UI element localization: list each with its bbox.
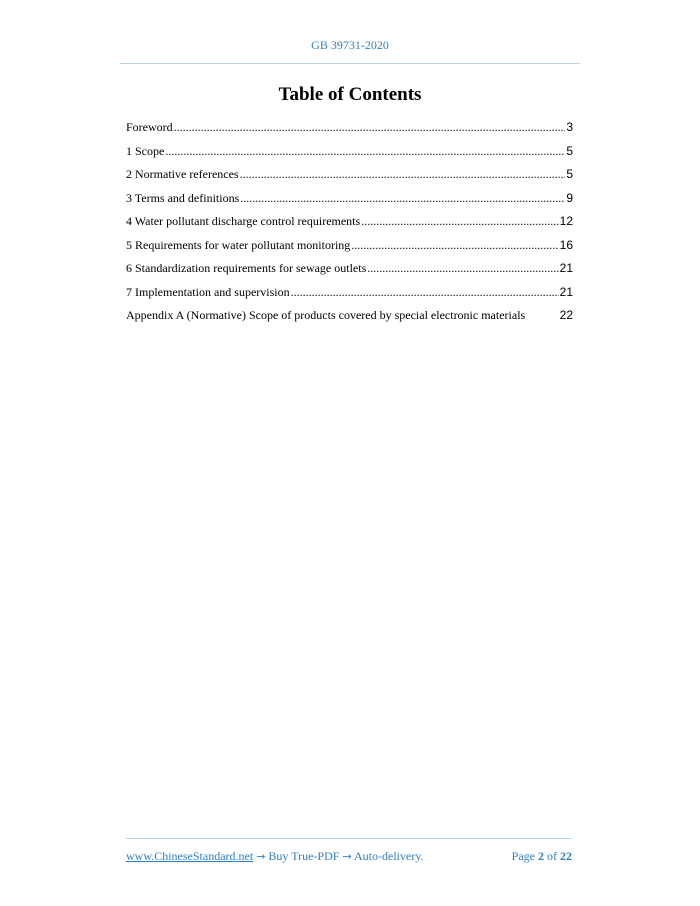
toc-entry-page: 5 [566,167,573,181]
toc-entry-label: Appendix A (Normative) Scope of products covered by special electronic materials [126,308,526,322]
toc-entry-label: 6 Standardization requirements for sewage outlets [126,261,367,275]
toc-entry-discharge-control[interactable] [126,211,573,235]
toc-entry-label: 5 Requirements for water pollutant monitoring [126,237,351,252]
page-indicator [512,849,572,864]
toc-entry-terms-definitions[interactable] [126,188,573,212]
toc-entry-monitoring[interactable] [126,235,573,259]
document-header [0,38,700,53]
toc-dot-leader [174,117,566,137]
footer-promo [126,849,424,864]
document-footer [126,849,572,864]
toc-entry-page: 22 [559,308,573,322]
toc-entry-label: 1 Scope [126,143,165,158]
standard-code: GB 39731-2020 [311,38,389,52]
page-current: 2 [538,849,544,863]
toc-entry-foreword[interactable] [126,117,573,141]
toc-dot-leader [351,235,558,255]
page-label: Page [511,849,535,863]
footer-divider [126,838,572,839]
toc-dot-leader [240,188,565,208]
toc-dot-leader [291,282,559,302]
page-of: of [547,849,557,863]
toc-entry-label: 7 Implementation and supervision [126,284,290,299]
toc-entry-implementation[interactable] [126,282,573,306]
toc-dot-leader [367,258,558,278]
toc-entry-page: 9 [566,190,573,205]
toc-entry-appendix-a[interactable] [126,305,573,329]
table-of-contents [126,117,573,329]
toc-dot-leader [165,141,565,161]
toc-dot-leader [361,211,558,231]
auto-delivery-text: Auto-delivery. [354,849,424,863]
page-total: 22 [560,849,572,863]
website-link[interactable]: www.ChineseStandard.net [126,849,254,863]
arrow-right-icon: → [256,850,266,863]
buy-true-pdf-text: Buy True-PDF [268,849,340,863]
toc-entry-page: 5 [566,143,573,158]
toc-entry-label: 2 Normative references [126,167,239,181]
toc-entry-label: Foreword [126,120,173,134]
toc-entry-page: 21 [559,284,573,299]
toc-entry-sewage-outlets[interactable] [126,258,573,282]
toc-entry-label: 3 Terms and definitions [126,190,240,205]
header-divider [120,63,580,64]
page-title: Table of Contents [278,84,422,105]
toc-entry-normative-references[interactable] [126,164,573,188]
toc-entry-page: 21 [559,261,573,275]
toc-entry-page: 16 [559,237,573,252]
toc-entry-page: 12 [559,214,573,228]
arrow-right-icon: → [342,850,352,863]
toc-entry-scope[interactable] [126,141,573,165]
toc-entry-label: 4 Water pollutant discharge control requirements [126,214,361,228]
toc-entry-page: 3 [566,120,573,134]
toc-dot-leader [240,164,566,184]
